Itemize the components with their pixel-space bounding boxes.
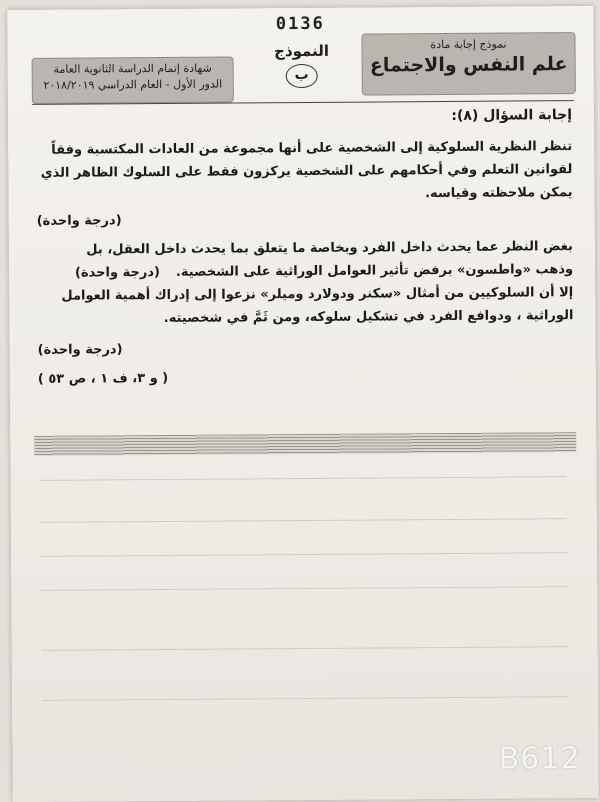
answer-paragraph-1 bbox=[30, 135, 572, 208]
model-value: ب bbox=[286, 64, 318, 88]
model-label: النموذج bbox=[274, 41, 330, 61]
paragraph-line: يمكن ملاحظته وقياسه. bbox=[425, 185, 573, 202]
model-box bbox=[261, 42, 341, 89]
subject-header bbox=[361, 32, 575, 95]
serial-number: 0136 bbox=[275, 13, 325, 35]
paragraph-text: وذهب «واطسون» برفض تأثير العوامل الوراثية على الشخصية. bbox=[175, 262, 574, 280]
exam-session: الدور الأول - العام الدراسي ٢٠١٨/٢٠١٩ bbox=[43, 77, 223, 92]
subject-title: علم النفس والاجتماع bbox=[369, 53, 568, 77]
paragraph-line: الوراثية ، ودوافع الفرد في تشكيل سلوكه، ومن ثَمَّ في شخصيته. bbox=[163, 308, 574, 326]
subject-subtitle: نموذج إجابة مادة bbox=[430, 37, 507, 52]
answer-body bbox=[30, 104, 574, 397]
paragraph-line: إلا أن السلوكيين من أمثال «سكنر ودولارد وميلر» نزعوا إلى إدراك أهمية العوامل bbox=[61, 285, 574, 304]
grade-mark: (درجة واحدة) bbox=[74, 264, 160, 281]
answer-paragraph-2 bbox=[31, 235, 573, 285]
source-reference: ( و ٣، ف ١ ، ص ٥٣ ) bbox=[37, 370, 169, 387]
camera-watermark: B612 bbox=[498, 741, 581, 777]
exam-answer-sheet bbox=[7, 6, 599, 802]
section-separator-band bbox=[34, 432, 576, 456]
answer-paragraph-3 bbox=[31, 281, 573, 331]
certificate-header bbox=[32, 56, 234, 103]
question-heading: إجابة السؤال (٨): bbox=[451, 107, 573, 124]
paragraph-line: تنظر النظرية السلوكية إلى الشخصية على أنها مجموعة من العادات المكتسبة وفقاً bbox=[51, 139, 573, 158]
certificate-name: شهادة إتمام الدراسة الثانوية العامة bbox=[53, 61, 212, 76]
paragraph-line: لقوانين التعلم وفي أحكامهم على الشخصية يركزون فقط على السلوك الظاهر الذي bbox=[40, 162, 573, 181]
grade-mark: (درجة واحدة) bbox=[36, 213, 122, 229]
grade-mark: (درجة واحدة) bbox=[37, 342, 123, 358]
paragraph-line: بغض النظر عما يحدث داخل الفرد وبخاصة ما يتعلق بما يحدث داخل العقل، بل bbox=[86, 239, 573, 258]
